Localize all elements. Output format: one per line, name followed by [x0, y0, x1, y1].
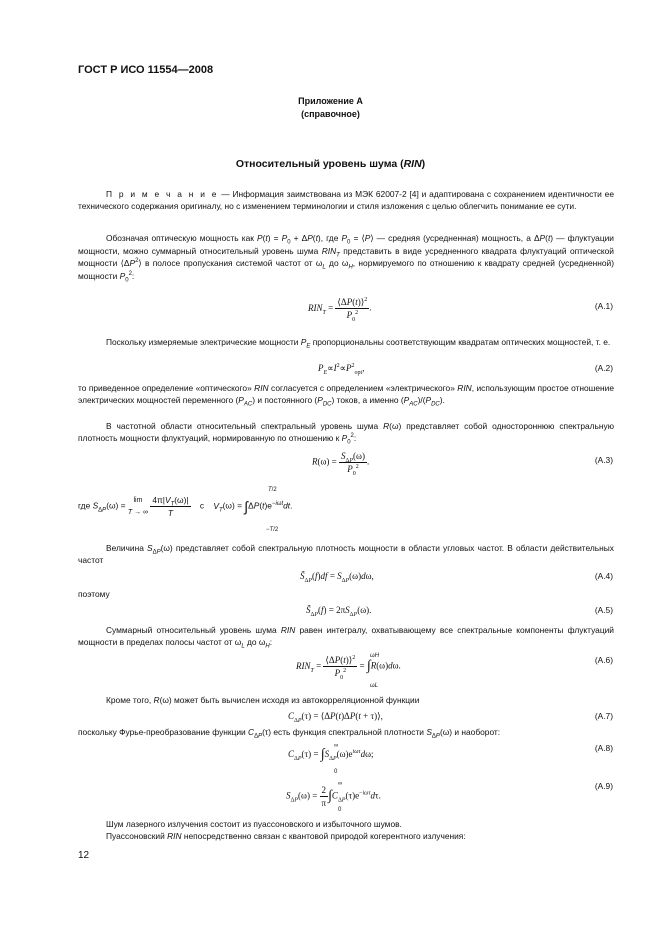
equation-a6: $RIN_T$ = $\frac{⟨\Delta P(t)⟩^2}{P_0^2}$ = ∫R(ω)dω.: [296, 655, 401, 681]
paragraph-1: Обозначая оптическую мощность как $P(t) = P_0 + \Delta P(t)$, где $P_0$ = ⟨P⟩ — средняя (усредненная) мощность, а ΔP(t) — флуктуации мощности, можно суммарный относительный уровень шума $RIN_T$ представить в виде усредненного квадрата флуктуаций оптической мощности $⟨\Delta P^2⟩$ в полосе пропускания системой частот от $\omega_L$ до $\omega_H$, нормируемого по отношению к квадрату средней (усредненной) мощности $P_0^2$:: [78, 233, 614, 284]
equation-number: (A.2): [594, 363, 613, 373]
equation-number: (A.3): [594, 455, 613, 465]
integral-limit-upper: ωH: [370, 653, 380, 659]
equation-number: (A.4): [594, 571, 613, 581]
where-definition: где $S_{\Delta P}(\omega)$ = lim T → ∞ $\frac{4\pi|V_T(\omega)|}{T}$ с $V_T(\omega) = \int\Delta P(t)e^{-i\omega t}dt$.: [78, 495, 293, 518]
paragraph-10: поскольку Фурье-преобразование функции $C_{\Delta P}(\tau)$ есть функция спектральной плотности $S_{\Delta P}(\omega)$ и наоборот:: [78, 727, 501, 740]
equation-number: (A.8): [594, 743, 613, 753]
paragraph-7: поэтому: [78, 589, 110, 599]
equation-a8: $C_{\Delta P}(\tau) = \int S_{\Delta P}(\omega)e^{i\omega\tau}d\omega$;: [288, 746, 374, 762]
paragraph-2: Поскольку измеряемые электрические мощности $P_E$ пропорциональны соответствующим квадратам оптических мощностей, т. е.: [106, 337, 611, 350]
equation-a2: $P_E\propto I^2\propto P^2_{opt}$,: [318, 363, 365, 376]
section-title: Относительный уровень шума (RIN): [235, 158, 426, 170]
equation-a9: $S_{\Delta P}(\omega)$ = $\frac{2}{\pi}$ $\int C_{\Delta P}(\tau)e^{-i\omega\tau}d\tau$.: [286, 785, 381, 808]
paragraph-12: Пуассоновский RIN непосредственно связан с квантовой природой когерентного излучения:: [106, 831, 466, 841]
paragraph-4: В частотной области относительный спектральный уровень шума R(ω) представляет собой одностороннюю спектральную плотность мощности флуктуаций, нормированную по отношению к $P_0^2$:: [78, 421, 614, 446]
note-paragraph: [78, 188, 614, 212]
integral-limit-lower: ωL: [370, 683, 379, 689]
integral-limit-lower: −T/2: [266, 527, 279, 533]
paragraph-8: Суммарный относительный уровень шума RIN равен интегралу, охватывающему все спектральные компоненты флуктуаций мощности в пределах полосы частот от $\omega_L$ до $\omega_H$:: [78, 625, 614, 650]
equation-number: (A.9): [594, 781, 613, 791]
integral-limit-upper: ∞: [334, 743, 339, 749]
integral-limit-lower: 0: [338, 807, 342, 813]
paragraph-9: Кроме того, R(ω) может быть вычислен исходя из автокорреляционной функции: [106, 695, 420, 705]
note-prefix: П р и м е ч а н и е: [106, 189, 219, 199]
integral-limit-upper: T/2: [268, 487, 277, 493]
appendix-type: (справочное): [301, 109, 360, 119]
standard-header: ГОСТ Р ИСО 11554—2008: [78, 64, 214, 76]
equation-a7: $C_{\Delta P}(\tau)$ = ⟨ΔP(t)ΔP(t + τ)⟩,: [288, 711, 383, 724]
page-number: 12: [78, 850, 90, 861]
equation-number: (A.1): [594, 301, 613, 311]
equation-number: (A.6): [594, 655, 613, 665]
integral-limit-upper: ∞: [338, 781, 343, 787]
equation-a3: R(ω) = $\frac{S_{\Delta P}(\omega)}{P_0^2}$ .: [312, 451, 370, 477]
appendix-label: Приложение А: [298, 96, 363, 106]
equation-number: (A.5): [594, 605, 613, 615]
equation-a4: $S̃_{\Delta P}(f)df = S_{\Delta P}(\omega)d\omega$,: [300, 571, 374, 584]
equation-number: (A.7): [594, 711, 613, 721]
paragraph-6: Величина $S_{\Delta P}(\omega)$ представляет собой спектральную плотность мощности в области угловых частот. В области действительных частот: [78, 543, 614, 565]
equation-a1: $RIN_T$ = $\frac{⟨\Delta P(t)⟩^2}{P_0^2}$ .: [308, 297, 372, 323]
equation-a5: $S̃_{\Delta P}(f) = 2\pi S_{\Delta P}(\omega)$.: [306, 605, 372, 618]
integral-limit-lower: 0: [334, 769, 338, 775]
paragraph-3: то приведенное определение «оптического» RIN согласуется с определением «электрического» RIN, использующим простое отношение электрических мощностей переменного $(P_{AC})$ и постоянного $(P_{DC})$ токов, а именно $(P_{AC})/(P_{DC})$.: [78, 383, 615, 408]
paragraph-11: Шум лазерного излучения состоит из пуассоновского и избыточного шумов.: [106, 819, 402, 829]
note-text: — Информация заимствована из МЭК 62007-2 [4] и адаптирована с сохранением идентичности ее технического содержания оригиналу, но с изменением терминологии и стиля изложения с целью облегчить понимание ее сути.: [78, 189, 614, 211]
